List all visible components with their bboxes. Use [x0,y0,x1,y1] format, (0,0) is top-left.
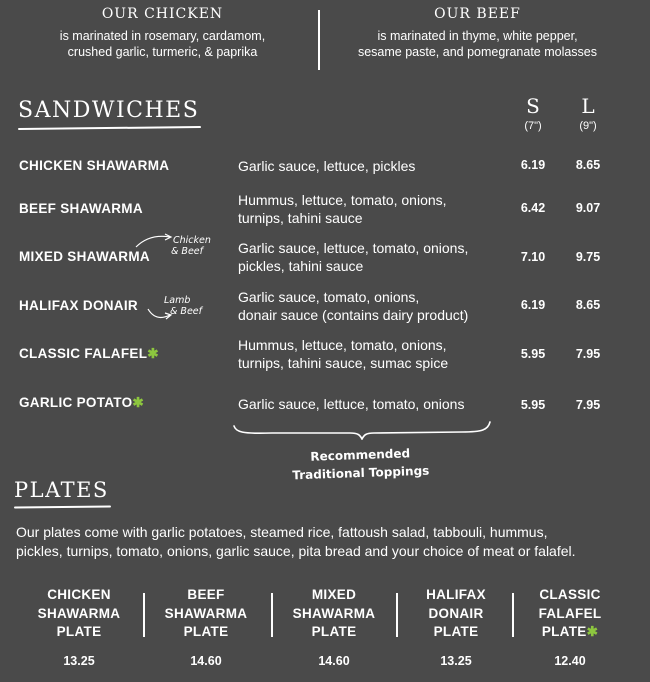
plate-price: 13.25 [440,654,472,668]
item-desc-line1: Hummus, lettuce, tomato, onions, [238,337,447,353]
plate-name-line2: FALAFEL [538,605,602,621]
beef-marinade [335,6,620,60]
price-small: 5.95 [520,398,546,412]
size-large-header [568,94,608,132]
item-desc-line2: turnips, tahini sauce [238,210,363,226]
plate-name-line3: PLATE [541,624,587,639]
chicken-desc-line2: crushed garlic, turmeric, & paprika [67,45,258,59]
plate-price: 14.60 [318,654,350,668]
item-name: MIXED SHAWARMA [19,249,150,264]
recommended-toppings-note [291,444,429,485]
plate-name-line3-wrap [510,623,630,642]
item-desc [238,336,508,372]
plate-name-line1: CHICKEN [47,587,111,602]
plate-halifax-donair [396,586,516,668]
donair-note-line2: & Beef [170,306,202,317]
plate-price: 13.25 [63,654,95,668]
vegetarian-star-icon: ✱ [132,395,145,410]
price-large: 9.07 [575,201,601,215]
donair-note-line1: Lamb [164,295,191,306]
mixed-note-line1: Chicken [173,235,211,246]
size-small-inches: (7") [524,120,542,132]
plate-name-line3: PLATE [433,624,479,639]
item-desc-line1: Hummus, lettuce, tomato, onions, [238,192,447,208]
item-desc-line1: Garlic sauce, lettuce, tomato, onions, [238,240,469,256]
plate-name-line2: DONAIR [428,605,484,621]
plate-name-line2: SHAWARMA [164,605,248,621]
sandwiches-title [18,98,199,123]
plate-name-line2: SHAWARMA [292,605,376,621]
plate-price: 14.60 [190,654,222,668]
item-name: HALIFAX DONAIR [19,298,138,313]
plate-divider [271,593,273,637]
item-desc-line1: Garlic sauce, lettuce, pickles [238,158,416,174]
chicken-heading: OUR CHICKEN [101,6,224,22]
plate-divider [143,593,145,637]
item-desc-line1: Garlic sauce, tomato, onions, [238,289,420,305]
recommended-line2: Traditional Toppings [292,463,430,483]
vegetarian-star-icon: ✱ [147,346,159,361]
item-name-wrap [19,346,159,362]
plate-name-line3: PLATE [56,624,102,639]
marinade-info [0,6,650,70]
arrow-icon [134,233,174,249]
marinade-divider [318,10,320,70]
plates-desc-line2: pickles, turnips, tomato, onions, garlic sauce, pita bread and your choice of meat or falafel. [16,543,576,559]
plate-name-line1: BEEF [187,587,225,602]
price-large: 7.95 [575,398,601,412]
sandwiches-title-underline [18,126,201,130]
price-small: 6.19 [520,298,546,312]
item-name-wrap [19,395,144,411]
plate-name-line3: PLATE [183,624,229,639]
price-large: 8.65 [575,298,601,312]
mixed-note-line2: & Beef [171,246,203,257]
price-small: 6.42 [520,201,546,215]
plate-name-line1: MIXED [311,587,357,602]
brace-icon [232,418,494,440]
chicken-marinade [20,6,305,60]
recommended-line1: Recommended [310,446,411,464]
item-desc-line1: Garlic sauce, lettuce, tomato, onions [238,396,465,412]
item-desc [238,288,508,324]
item-name: GARLIC POTATO [19,395,133,410]
price-large: 7.95 [575,347,601,361]
price-small: 5.95 [520,347,546,361]
item-name: CHICKEN SHAWARMA [19,158,170,173]
price-large: 8.65 [575,158,601,172]
price-large: 9.75 [575,250,601,264]
donair-note [164,295,202,317]
item-desc-line2: turnips, tahini sauce, sumac spice [238,355,449,371]
item-name: CLASSIC FALAFEL [19,346,148,361]
item-desc-line2: donair sauce (contains dairy product) [238,307,469,323]
item-desc-line2: pickles, tahini sauce [238,258,364,274]
plates-title-text: PLATES [14,478,109,502]
beef-desc-line2: sesame paste, and pomegranate molasses [357,45,598,59]
size-large-inches: (9") [579,120,597,132]
plate-name-line3: PLATE [311,624,357,639]
beef-desc-line1: is marinated in thyme, white pepper, [377,29,578,43]
size-small-letter: S [526,94,540,118]
plates-description [16,523,636,561]
plate-name-line1: HALIFAX [426,587,486,602]
plate-mixed-shawarma [274,586,394,668]
vegetarian-star-icon: ✱ [586,624,599,639]
price-small: 6.19 [520,158,546,172]
plate-name-line1: CLASSIC [539,587,601,602]
plates-title-underline [14,505,111,508]
plate-price: 12.40 [554,654,586,668]
price-small: 7.10 [520,250,546,264]
plate-classic-falafel [510,586,630,668]
item-name: BEEF SHAWARMA [19,201,143,216]
item-desc [238,191,508,227]
plate-chicken-shawarma [19,586,139,668]
plate-name-line2: SHAWARMA [37,605,121,621]
size-large-letter: L [581,94,595,118]
plates-title [14,478,109,502]
beef-heading: OUR BEEF [434,6,521,22]
mixed-note [173,235,211,257]
plates-desc-line1: Our plates come with garlic potatoes, steamed rice, fattoush salad, tabbouli, hummus, [16,524,548,540]
item-desc [238,239,508,275]
size-small-header [513,94,553,132]
sandwiches-title-text: SANDWICHES [18,98,200,123]
plate-beef-shawarma [146,586,266,668]
chicken-desc-line1: is marinated in rosemary, cardamom, [59,29,266,43]
